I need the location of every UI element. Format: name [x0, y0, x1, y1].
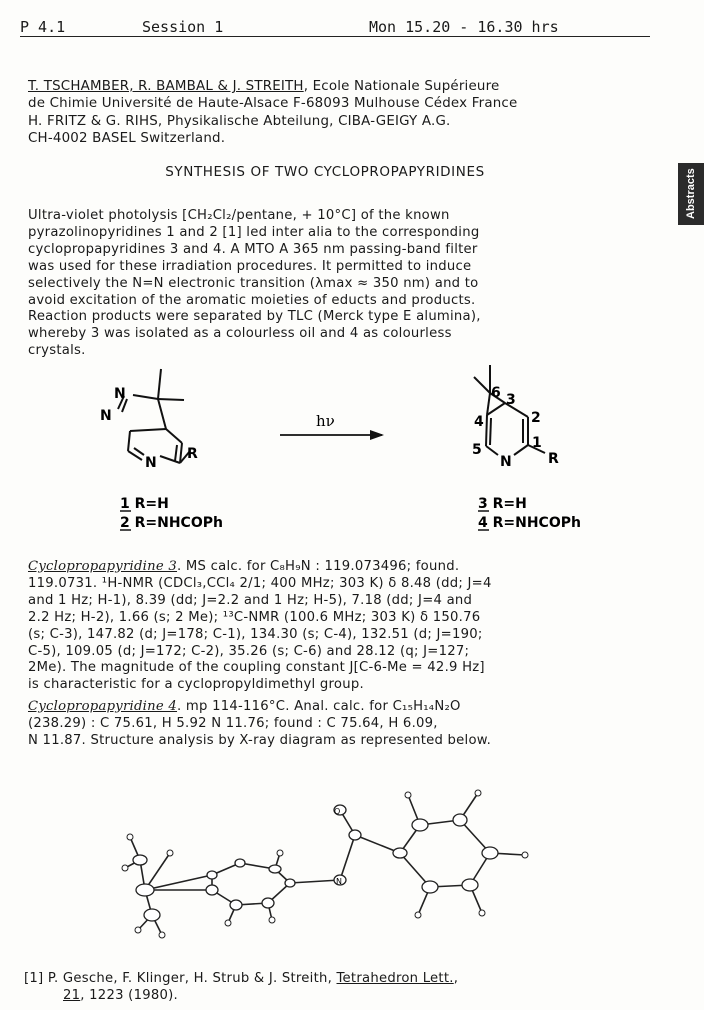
- xray-bonds: [125, 793, 525, 935]
- compound-3-label: 3 R=H: [478, 496, 527, 512]
- section-3-heading: Cyclopropapyridine 3: [28, 559, 178, 574]
- intro-line: crystals.: [28, 343, 86, 359]
- atom-label-o: O: [334, 807, 341, 816]
- intro-line: whereby 3 was isolated as a colourless oil and 4 as colourless: [28, 326, 452, 342]
- authors-block: [28, 78, 668, 148]
- reference-block: [24, 970, 664, 1004]
- section-3-paragraph: [28, 559, 648, 694]
- author-names-2: H. FRITZ & G. RIHS: [28, 113, 158, 129]
- compound-1-label: 1 R=H: [120, 496, 169, 512]
- reference-volume: 21: [63, 988, 81, 1003]
- paper-title: SYNTHESIS OF TWO CYCLOPROPAPYRIDINES: [165, 164, 485, 180]
- section-4-heading: Cyclopropapyridine 4: [28, 699, 178, 714]
- section-3-line: and 1 Hz; H-1), 8.39 (dd; J=2.2 and 1 Hz; H-5), 7.18 (dd; J=4 and: [28, 592, 473, 608]
- arrow-label: hν: [316, 412, 335, 430]
- intro-line: selectively the N=N electronic transition (λmax ≈ 350 nm) and to: [28, 275, 479, 291]
- section-4-line: N 11.87. Structure analysis by X-ray diagram as represented below.: [28, 732, 492, 748]
- atom-label-n: N: [100, 408, 112, 424]
- compound-2-label: 2 R=NHCOPh: [120, 515, 223, 531]
- session-label: Session 1: [142, 18, 224, 36]
- author-names-1: T. TSCHAMBER, R. BAMBAL & J. STREITH: [28, 79, 304, 94]
- section-3-line: is characteristic for a cyclopropyldimethyl group.: [28, 677, 364, 693]
- atom-number: 4: [474, 414, 484, 430]
- header-rule: [20, 36, 650, 37]
- page-number: P 4.1: [20, 18, 66, 36]
- atom-label-r: R: [548, 451, 559, 467]
- atom-label-n: N: [114, 386, 126, 402]
- affiliation-1a: , Ecole Nationale Supérieure: [303, 79, 500, 94]
- reaction-scheme: [0, 355, 660, 545]
- reference-text: ,: [453, 971, 459, 986]
- intro-paragraph: [28, 208, 648, 360]
- section-3-line: (s; C-3), 147.82 (d; J=178; C-1), 134.30 (s; C-4), 132.51 (d; J=190;: [28, 626, 483, 642]
- atom-number: 3: [506, 392, 516, 408]
- compound-1-structure: [118, 369, 190, 463]
- reference-text: , 1223 (1980).: [80, 988, 178, 1003]
- affiliation-2a: , Physikalische Abteilung, CIBA-GEIGY A.G.: [157, 113, 451, 129]
- atom-label-n: N: [336, 877, 342, 886]
- compound-4-label: 4 R=NHCOPh: [478, 515, 581, 531]
- intro-line: Reaction products were separated by TLC (Merck type E alumina),: [28, 309, 481, 325]
- atom-label-r: R: [187, 446, 198, 462]
- atom-number: 5: [472, 442, 482, 458]
- intro-line: was used for these irradiation procedures. It permitted to induce: [28, 258, 472, 274]
- affiliation-1b: de Chimie Université de Haute-Alsace F-68093 Mulhouse Cédex France: [28, 96, 518, 112]
- section-4-paragraph: [28, 699, 648, 750]
- compound-labels: [120, 496, 581, 531]
- atom-label-n: N: [145, 455, 157, 471]
- atom-number: 2: [531, 410, 541, 426]
- section-3-line: 2.2 Hz; H-2), 1.66 (s; 2 Me); ¹³C-NMR (100.6 MHz; 303 K) δ 150.76: [28, 609, 481, 625]
- xray-structure-diagram: [100, 765, 560, 955]
- affiliation-2b: CH-4002 BASEL Switzerland.: [28, 131, 226, 147]
- section-3-line: C-5), 109.05 (d; J=172; C-2), 35.26 (s; C-6) and 28.12 (q; J=127;: [28, 643, 470, 659]
- xray-hydrogens: [122, 790, 528, 938]
- atom-label-n: N: [500, 454, 512, 470]
- section-3-line: 119.0731. ¹H-NMR (CDCl₃,CCl₄ 2/1; 400 MHz; 303 K) δ 8.48 (dd; J=4: [28, 575, 492, 591]
- abstracts-tab[interactable]: Abstracts: [678, 163, 704, 225]
- session-time: Mon 15.20 - 16.30 hrs: [369, 18, 559, 36]
- section-3-line: 2Me). The magnitude of the coupling constant J[C-6-Me = 42.9 Hz]: [28, 660, 485, 676]
- intro-line: cyclopropapyridines 3 and 4. A MTO A 365 nm passing-band filter: [28, 241, 478, 257]
- intro-line: pyrazolinopyridines 1 and 2 [1] led inter alia to the corresponding: [28, 224, 480, 240]
- section-3-line: . MS calc. for C₈H₉N : 119.073496; found.: [177, 559, 460, 574]
- section-4-line: (238.29) : C 75.61, H 5.92 N 11.76; found : C 75.64, H 6.09,: [28, 715, 438, 731]
- intro-line: Ultra-violet photolysis [CH₂Cl₂/pentane, + 10°C] of the known: [28, 208, 450, 223]
- reference-journal: Tetrahedron Lett.: [336, 971, 454, 986]
- section-4-line: . mp 114-116°C. Anal. calc. for C₁₅H₁₄N₂O: [177, 699, 461, 714]
- intro-line: avoid excitation of the aromatic moieties of educts and products.: [28, 292, 476, 308]
- atom-number: 6: [491, 385, 501, 401]
- atom-number: 1: [532, 435, 542, 451]
- arrowhead-icon: [370, 430, 384, 440]
- reference-text: [1] P. Gesche, F. Klinger, H. Strub & J. Streith,: [24, 971, 337, 986]
